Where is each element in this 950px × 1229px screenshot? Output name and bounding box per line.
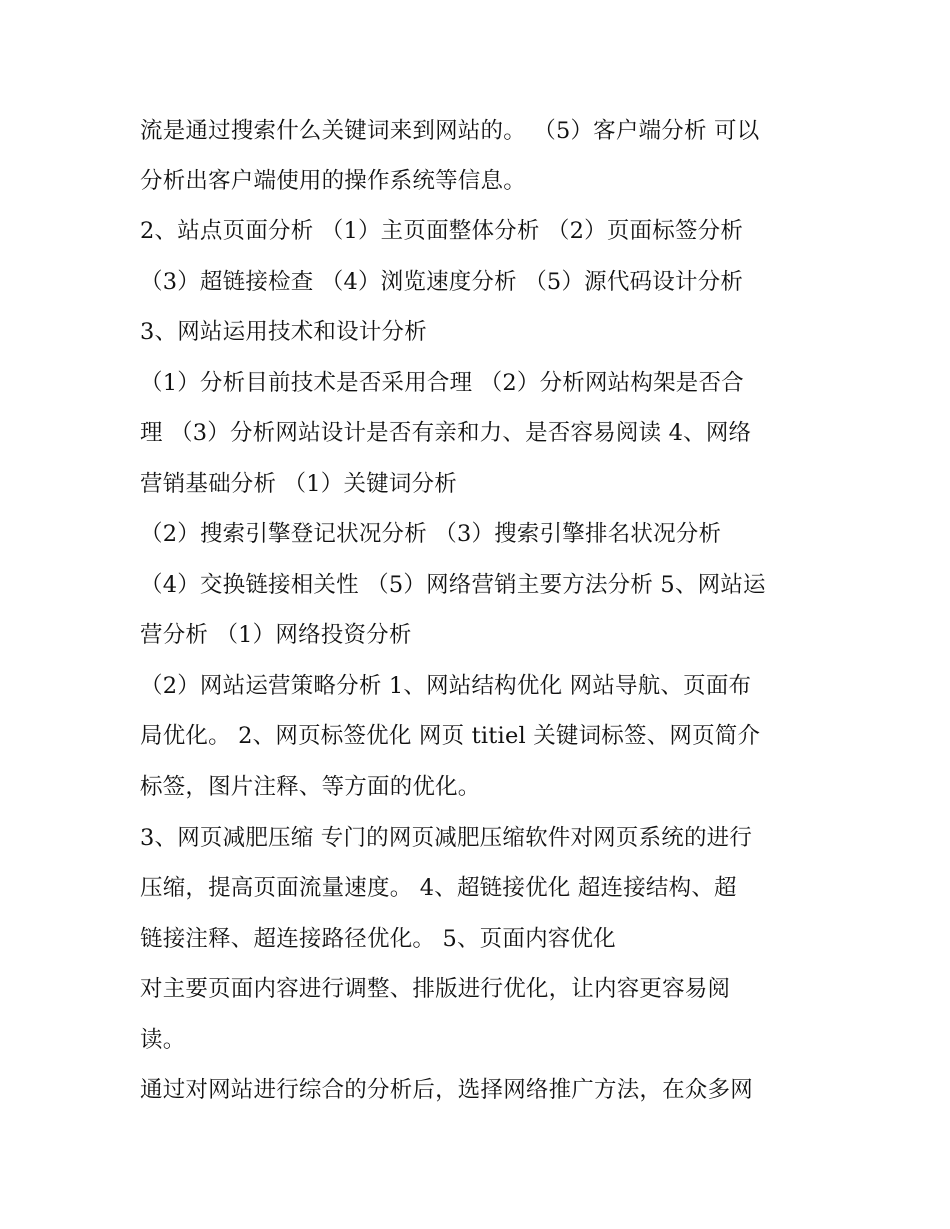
- text-line: 读。: [140, 1027, 186, 1053]
- text-line: 分析出客户端使用的操作系统等信息。: [140, 168, 526, 194]
- text-line: 3、网页减肥压缩 专门的网页减肥压缩软件对网页系统的进行: [140, 825, 753, 851]
- text-line: 营分析 （1）网络投资分析: [140, 622, 412, 648]
- text-line: （2）搜索引擎登记状况分析 （3）搜索引擎排名状况分析: [140, 521, 722, 547]
- text-line: 局优化。 2、网页标签优化 网页 titiel 关键词标签、网页简介: [140, 723, 761, 749]
- text-line: 对主要页面内容进行调整、排版进行优化，让内容更容易阅: [140, 976, 731, 1002]
- text-line: （2）网站运营策略分析 1、网站结构优化 网站导航、页面布: [140, 673, 752, 699]
- text-line: （4）交换链接相关性 （5）网络营销主要方法分析 5、网站运: [140, 572, 766, 598]
- text-line: 3、网站运用技术和设计分析: [140, 319, 427, 345]
- text-line: 链接注释、超连接路径优化。 5、页面内容优化: [140, 926, 616, 952]
- text-line: 标签，图片注释、等方面的优化。: [140, 774, 481, 800]
- text-line: 流是通过搜索什么关键词来到网站的。 （5）客户端分析 可以: [140, 118, 760, 144]
- text-line: 2、站点页面分析 （1）主页面整体分析 （2）页面标签分析: [140, 218, 744, 244]
- text-line: 通过对网站进行综合的分析后，选择网络推广方法，在众多网: [140, 1077, 753, 1103]
- text-line: （1）分析目前技术是否采用合理 （2）分析网站构架是否合: [140, 370, 744, 396]
- text-line: 理 （3）分析网站设计是否有亲和力、是否容易阅读 4、网络: [140, 420, 752, 446]
- text-line: 压缩，提高页面流量速度。 4、超链接优化 超连接结构、超: [140, 875, 737, 901]
- text-line: 营销基础分析 （1）关键词分析: [140, 471, 457, 497]
- text-line: （3）超链接检查 （4）浏览速度分析 （5）源代码设计分析: [140, 269, 744, 295]
